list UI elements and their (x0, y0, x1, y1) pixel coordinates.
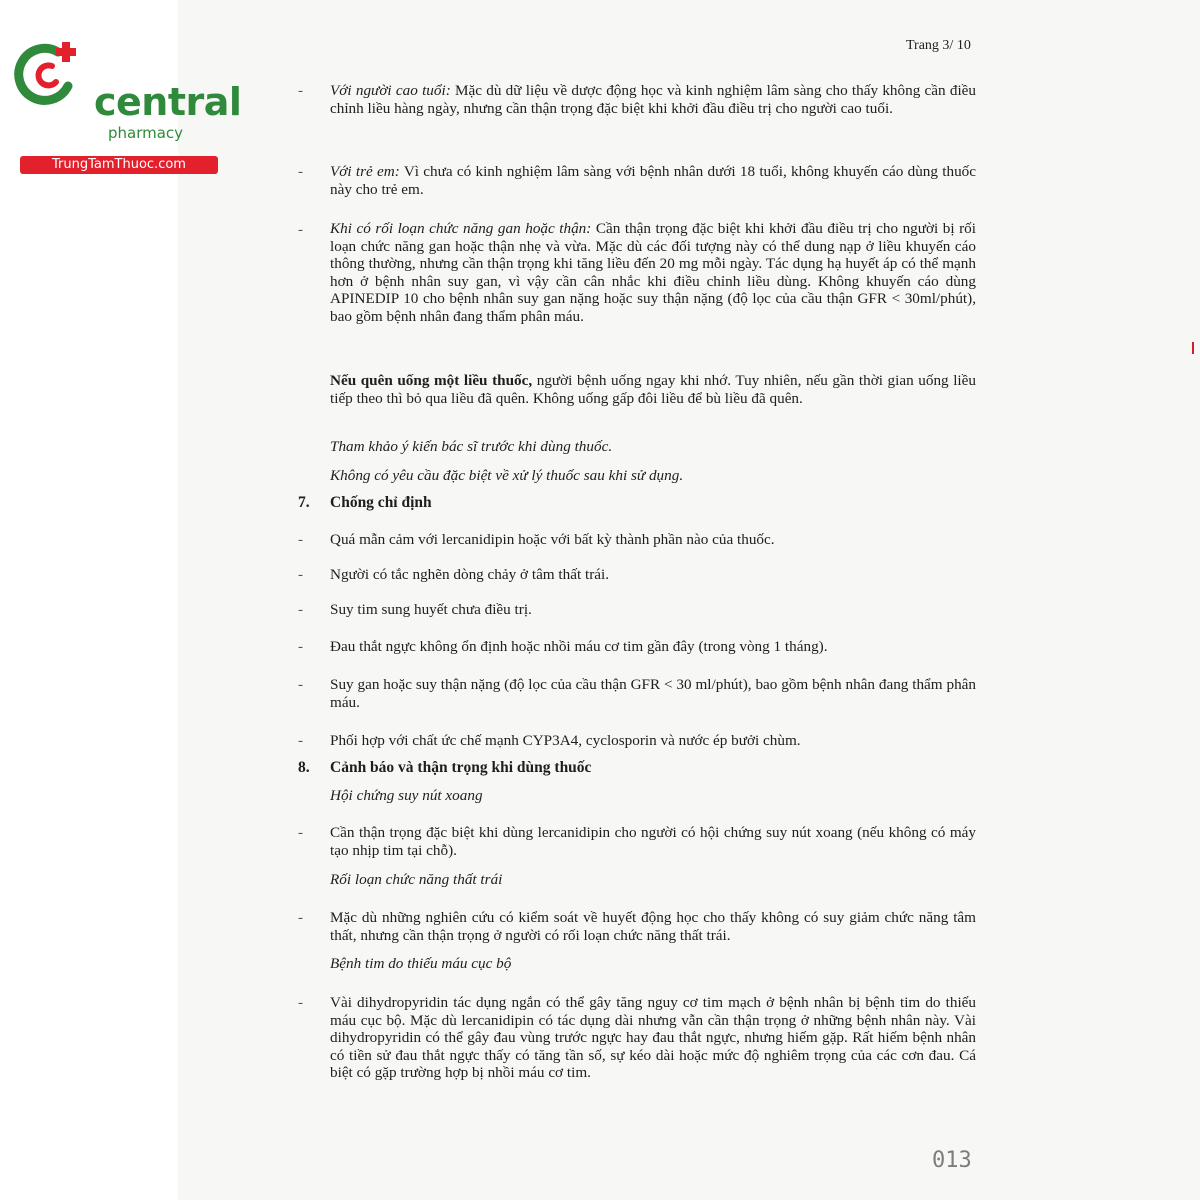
page-margin (0, 0, 178, 1200)
paragraph-left-ventricle: Mặc dù những nghiên cứu có kiểm soát về huyết động học cho thấy không có suy giảm chức năng tâm thất, nhưng cần thận trọng ở người có rối loạn chức năng thất trái. (330, 909, 976, 944)
paragraph-children (330, 163, 976, 198)
text-liver-kidney: Cần thận trọng đặc biệt khi khởi đầu điều trị cho người bị rối loạn chức năng gan hoặc thận nhẹ và vừa. Mặc dù các đối tượng này có thể dung nạp ở liều khuyến cáo thông thường, nhưng cần thận trọng khi tăng liều đến 20 mg mỗi ngày. Tác dụng hạ huyết áp có thể mạnh hơn ở bệnh nhân suy gan, vì vậy cần cân nhắc khi điều chỉnh liều dùng. Không khuyến cáo dùng APINEDIP 10 cho bệnh nhân suy gan nặng hoặc suy thận nặng (độ lọc của cầu thận GFR < 30ml/phút), bao gồm bệnh nhân đang thẩm phân máu. (330, 220, 976, 325)
bullet-dash: - (298, 639, 303, 655)
paragraph-sinus-node: Cần thận trọng đặc biệt khi dùng lercanidipin cho người có hội chứng suy nút xoang (nếu không có máy tạo nhịp tim tại chỗ). (330, 824, 976, 859)
bullet-dash: - (298, 995, 303, 1011)
paragraph-liver-kidney (330, 220, 976, 325)
bullet-dash: - (298, 532, 303, 548)
disposal-note: Không có yêu cầu đặc biệt về xử lý thuốc sau khi sử dụng. (330, 467, 684, 484)
text-elderly: Mặc dù dữ liệu về dược động học và kinh nghiệm lâm sàng cho thấy không cần điều chỉnh liều hàng ngày, nhưng cần thận trọng đặc biệt khi khởi đầu điều trị cho người cao tuổi. (330, 82, 977, 117)
bullet-dash: - (298, 825, 303, 841)
bullet-dash: - (298, 222, 303, 238)
bullet-dash: - (298, 567, 303, 583)
site-banner: TrungTamThuoc.com (20, 156, 218, 174)
label-missed-dose: Nếu quên uống một liều thuốc, (330, 372, 533, 389)
section-7-title: Chống chỉ định (330, 494, 432, 511)
bullet-dash: - (298, 83, 303, 99)
section-7-number: 7. (298, 494, 310, 511)
page-number: Trang 3/ 10 (906, 38, 971, 53)
central-pharmacy-logo[interactable] (10, 38, 242, 172)
bullet-dash: - (298, 677, 303, 693)
bullet-dash: - (298, 910, 303, 926)
subheading-sinus-node: Hội chứng suy nút xoang (330, 787, 483, 804)
list-item: Quá mẫn cảm với lercanidipin hoặc với bất kỳ thành phần nào của thuốc. (330, 531, 775, 548)
brand-subtitle: pharmacy (108, 124, 184, 142)
list-item: Phối hợp với chất ức chế mạnh CYP3A4, cyclosporin và nước ép bưởi chùm. (330, 732, 801, 749)
bullet-dash: - (298, 733, 303, 749)
paragraph-elderly (330, 82, 976, 117)
section-8-title: Cảnh báo và thận trọng khi dùng thuốc (330, 759, 592, 776)
page-stamp: 013 (932, 1148, 972, 1173)
label-liver-kidney: Khi có rối loạn chức năng gan hoặc thận: (330, 220, 592, 237)
bullet-dash: - (298, 164, 303, 180)
text-missed-dose: người bệnh uống ngay khi nhớ. Tuy nhiên, nếu gần thời gian uống liều tiếp theo thì bỏ qua liều đã quên. Không uống gấp đôi liều để bù liều đã quên. (330, 372, 976, 407)
bullet-dash: - (298, 602, 303, 618)
section-8-number: 8. (298, 759, 310, 776)
label-elderly: Với người cao tuổi: (330, 82, 451, 99)
red-margin-mark (1192, 342, 1194, 354)
list-item: Suy gan hoặc suy thận nặng (độ lọc của cầu thận GFR < 30 ml/phút), bao gồm bệnh nhân đang thẩm phân máu. (330, 676, 976, 711)
subheading-left-ventricle: Rối loạn chức năng thất trái (330, 871, 503, 888)
list-item: Đau thắt ngực không ổn định hoặc nhồi máu cơ tim gần đây (trong vòng 1 tháng). (330, 638, 828, 655)
central-pharmacy-logo-icon (12, 38, 82, 108)
list-item: Suy tim sung huyết chưa điều trị. (330, 601, 532, 618)
advice-note: Tham khảo ý kiến bác sĩ trước khi dùng thuốc. (330, 438, 613, 455)
paragraph-missed-dose (330, 372, 976, 407)
label-children: Với trẻ em: (330, 163, 400, 180)
paragraph-ischemic-heart: Vài dihydropyridin tác dụng ngắn có thể gây tăng nguy cơ tim mạch ở bệnh nhân bị bệnh tim do thiếu máu cục bộ. Mặc dù lercanidipin có tác dụng dài nhưng vẫn cần thận trọng ở những bệnh nhân này. Vài dihydropyridin có thể gây đau vùng trước ngực hay đau thắt ngực, nhưng hiếm gặp. Rất hiếm bệnh nhân có tiền sử đau thắt ngực thấy có tăng tần số, sự kéo dài hoặc mức độ nghiêm trọng của các cơn đau. Cá biệt có gặp trường hợp bị nhồi máu cơ tim. (330, 994, 976, 1081)
list-item: Người có tắc nghẽn dòng chảy ở tâm thất trái. (330, 566, 610, 583)
brand-name: central (94, 80, 242, 124)
text-children: Vì chưa có kinh nghiệm lâm sàng với bệnh nhân dưới 18 tuổi, không khuyến cáo dùng thuốc này cho trẻ em. (330, 163, 977, 198)
subheading-ischemic-heart: Bệnh tim do thiếu máu cục bộ (330, 955, 512, 972)
